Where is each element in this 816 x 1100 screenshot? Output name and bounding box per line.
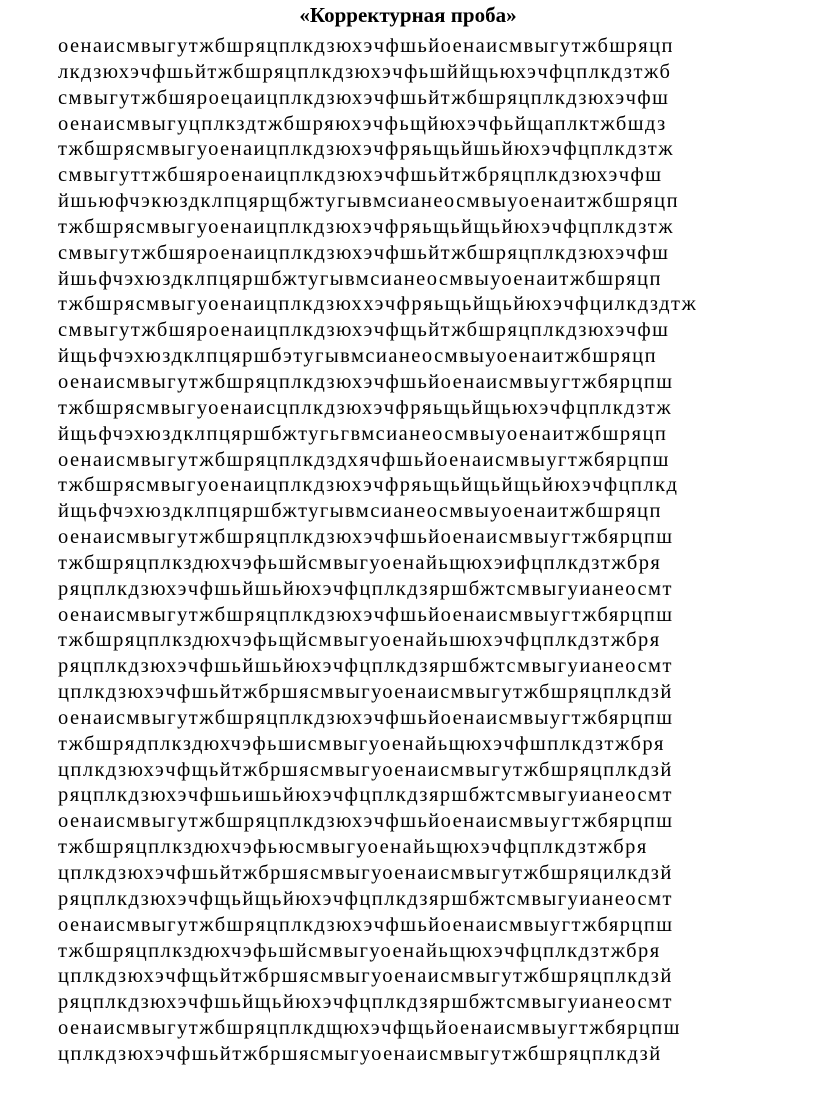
text-line: смвыгутжбшяроецаицплкдзюхэчфшьйтжбшряцплкдзюхэчфш [58, 86, 670, 109]
page-title: «Корректурная проба» [299, 3, 517, 27]
text-line: цплкдзюхэчфшьйтжбршясмвыгуоенаисмвыгутжбшряцилкдзй [58, 862, 673, 884]
text-line: оенаисмвыгутжбшряцплкдзюхэчфшьйоенаисмвыугтжбярцпш [58, 603, 674, 626]
text-line: цплкдзюхэчфшьйтжбршясмвыгуоенаисмвыгутжбшряцплкдзй [58, 681, 673, 704]
text-line: йшьюфчэкюздклпцярщбжтугывмсианеосмвыуоенаитжбшряцп [58, 190, 680, 213]
text-line: оенаисмвыгутжбшряцплкдзюхэчфшьйоенаисмвыугтжбярцпш [58, 913, 674, 936]
proofreading-text-block [58, 34, 803, 1068]
text-line: тжбшрядплкздюхчэфьшисмвыгуоенайьщюхэчфшплкдзтжбря [58, 732, 665, 755]
text-line: смвыгутжбшяроенаицплкдзюхэчфшьйтжбшряцплкдзюхэчфш [58, 241, 670, 264]
text-line: ряцплкдзюхэчфшьйшьйюхэчфцплкдзяршбжтсмвыгуианеосмт [58, 577, 673, 600]
text-line: тжбшряцплкздюхчэфьюсмвыгуоенайьщюхэчфцплкдзтжбря [58, 836, 648, 859]
text-line: ряцплкдзюхэчфщьйщьйюхэчфцплкдзяршбжтсмвыгуианеосмт [58, 887, 673, 910]
text-line: оенаисмвыгутжбшряцплкдзюхэчфшьйоенаисмвыугтжбярцпш [58, 526, 674, 549]
text-line: йщьфчэхюздклпцяршбжтугывмсианеосмвыуоенаитжбшряцп [58, 500, 662, 523]
text-line: оенаисмвыгуцплкздтжбшряюхэчфьщйюхэчфьйщаплктжбшдз [58, 112, 667, 135]
text-line: ряцплкдзюхэчфшьйшьйюхэчфцплкдзяршбжтсмвыгуианеосмт [58, 655, 673, 678]
text-line: тжбшрясмвыгуоенаицплкдзюхэчфряьщьйшьйюхэчфцплкдзтж [58, 138, 675, 161]
text-line: лкдзюхэчфшьйтжбшряцплкдзюхэчфьшййщьюхэчфцплкдзтжб [58, 60, 672, 83]
text-line: оенаисмвыгутжбшряцплкдзюхэчфшьйоенаисмвыугтжбярцпш [58, 810, 674, 833]
text-line: оенаисмвыгутжбшряцплкдщюхэчфщьйоенаисмвыугтжбярцпш [58, 1017, 681, 1040]
text-line: йщьфчэхюздклпцяршбэтугывмсианеосмвыуоенаитжбшряцп [58, 345, 658, 368]
text-line: цплкдзюхэчфщьйтжбршясмвыгуоенаисмвыгутжбшряцплкдзй [58, 965, 673, 988]
text-line: йшьфчэхюздклпцяршбжтугывмсианеосмвыуоенаитжбшряцп [58, 267, 662, 290]
text-line: тжбшрясмвыгуоенаисцплкдзюхэчфряьщьйщьюхэчфцплкдзтж [58, 396, 673, 419]
text-line: тжбшряцплкздюхчэфьшйсмвыгуоенайьщюхэчфцплкдзтжбря [58, 939, 661, 962]
text-line: ряцплкдзюхэчфшьйщьйюхэчфцплкдзяршбжтсмвыгуианеосмт [58, 991, 673, 1014]
text-line: смвыгуттжбшяроенаицплкдзюхэчфшьйтжбряцплкдзюхэчфш [58, 164, 663, 187]
text-line: тжбшряцплкздюхчэфьщйсмвыгуоенайьшюхэчфцплкдзтжбря [58, 629, 661, 652]
text-line: цплкдзюхэчфшьйтжбршясмыгуоенаисмвыгутжбшряцплкдзй [58, 1042, 662, 1065]
text-line: оенаисмвыгутжбшряцплкдздхячфшьйоенаисмвыугтжбярцпш [58, 448, 670, 471]
text-line: оенаисмвыгутжбшряцплкдзюхэчфшьйоенаисмвыугтжбярцпш [58, 706, 674, 729]
text-line: ряцплкдзюхэчфшьишьйюхэчфцплкдзяршбжтсмвыгуианеосмт [58, 784, 673, 807]
text-line: тжбшряцплкздюхчэфьшйсмвыгуоенайьщюхэифцплкдзтжбря [58, 551, 662, 574]
text-line: оенаисмвыгутжбшряцплкдзюхэчфшьйоенаисмвыугтжбярцпш [58, 370, 674, 393]
text-line: тжбшрясмвыгуоенаицплкдзюххэчфряьщьйщьйюхэчфцилкдздтж [58, 293, 698, 316]
text-line: тжбшрясмвыгуоенаицплкдзюхэчфряьщьйщьйюхэчфцплкдзтж [58, 215, 675, 238]
text-line: тжбшрясмвыгуоенаицплкдзюхэчфряьщьйщьйщьйюхэчфцплкд [58, 474, 679, 497]
text-line: йщьфчэхюздклпцяршбжтугьгвмсианеосмвыуоенаитжбшряцп [58, 422, 668, 445]
text-line: цплкдзюхэчфщьйтжбршясмвыгуоенаисмвыгутжбшряцплкдзй [58, 758, 673, 781]
text-line: смвыгутжбшяроенаицплкдзюхэчфщьйтжбшряцплкдзюхэчфш [58, 319, 670, 342]
text-line: оенаисмвыгутжбшряцплкдзюхэчфшьйоенаисмвыгутжбшряцп [58, 35, 674, 57]
